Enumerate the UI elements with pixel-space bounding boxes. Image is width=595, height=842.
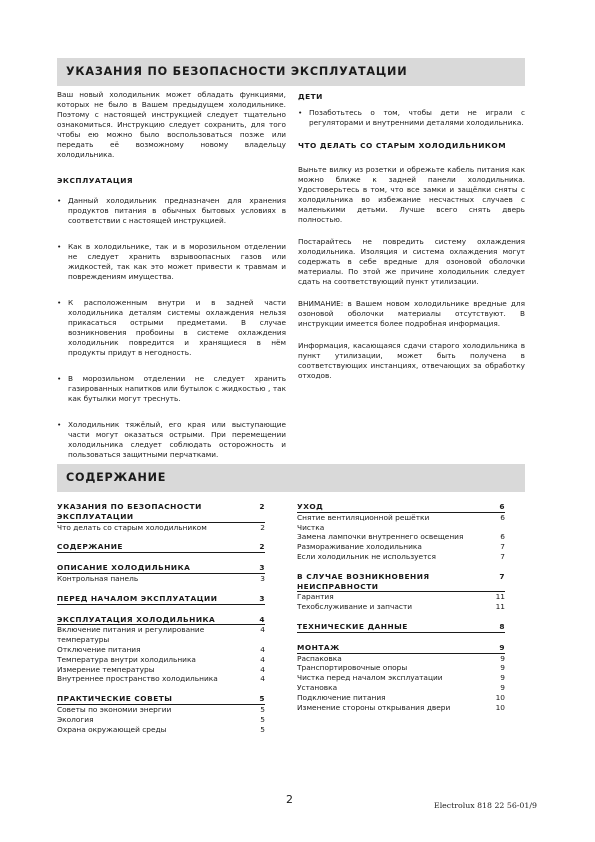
toc-item-page: 5: [260, 724, 265, 734]
toc-section-title: ОПИСАНИЕ ХОЛОДИЛЬНИКА: [57, 563, 191, 573]
toc-section-page: 2: [259, 542, 265, 552]
toc-item-title: Транспортировочные опоры: [297, 663, 408, 673]
toc-item: [57, 655, 265, 665]
toc-section-page: 7: [499, 571, 505, 581]
toc-item-page: 9: [500, 653, 505, 663]
toc-item-page: 10: [495, 692, 505, 702]
toc-item: [297, 532, 505, 542]
old-fridge-heading: ЧТО ДЕЛАТЬ СО СТАРЫМ ХОЛОДИЛЬНИКОМ: [298, 141, 507, 150]
old-fridge-text: [298, 165, 525, 381]
operation-heading: ЭКСПЛУАТАЦИЯ: [57, 176, 134, 185]
contents-title: СОДЕРЖАНИЕ: [66, 471, 167, 484]
paragraph: Выньте вилку из розетки и обрежьте кабель питания как можно ближе к задней панели холодильника. Удостоверьтесь в том, что все замки и защёлки сняты с холодильника во избежание несчастных случаев с маленькими детьми. Лучше всего снять дверь полностью.: [298, 165, 525, 224]
safety-intro: Ваш новый холодильник может обладать функциями, которых не было в Вашем предыдущем холодильнике. Поэтому с настоящей инструкцией следует тщательно ознакомиться. Инструкцию следует сохранить, для того чтобы ею можно было воспользоваться позже или передать её возможному новому владельцу холодильника.: [57, 90, 286, 159]
toc-item: [57, 715, 265, 725]
bullet-item: • Холодильник тяжёлый, его края или выступающие части могут оказаться острыми. При перемещении холодильника следует соблюдать осторожность и пользоваться защитными перчатками.: [57, 420, 286, 460]
operation-list: [57, 196, 286, 460]
toc-item: [57, 674, 265, 684]
page-number: 2: [286, 793, 293, 806]
safety-left-column: [57, 90, 286, 460]
toc-section: [57, 563, 265, 573]
toc-item: [57, 574, 265, 584]
toc-item: [297, 663, 505, 673]
toc-section-page: 9: [499, 642, 505, 652]
toc-item-page: 7: [500, 542, 505, 552]
toc-item: [297, 602, 505, 612]
bullet-item: • К расположенным внутри и в задней части холодильника деталям системы охлаждения нельзя прикасаться острыми предметами. В случае возникновения пробоины в системе охлаждения холодильник повредится и хранящиеся в нём продукты придут в негодность.: [57, 298, 286, 358]
paragraph: Постарайтесь не повредить систему охлаждения холодильника. Изоляция и система охлаждения могут содержать в себе вредные для озоновой оболочки материалы. По этой же причине холодильник следует сдать на соответствующий пункт утилизации.: [298, 237, 525, 286]
toc-item-page: 4: [260, 644, 265, 654]
toc-section: [297, 622, 505, 632]
toc-item: [297, 513, 505, 523]
toc-item-title: Что делать со старым холодильником: [57, 522, 207, 532]
children-list: [298, 108, 525, 128]
toc-item: [57, 523, 265, 533]
children-heading: ДЕТИ: [298, 92, 323, 101]
toc-section-page: 3: [259, 593, 265, 603]
toc-item-page: 7: [500, 551, 505, 561]
toc-item: [297, 703, 505, 713]
toc-section: [297, 643, 505, 653]
toc-item: [57, 705, 265, 715]
toc-section-page: 2: [259, 502, 265, 511]
toc-item-page: 4: [260, 674, 265, 684]
toc-item-title: Охрана окружающей среды: [57, 724, 167, 734]
toc-item-page: 2: [260, 522, 265, 532]
toc-item-page: 9: [500, 673, 505, 683]
toc-item-title: Размораживание холодильника: [297, 542, 422, 552]
toc-item-title: Техобслуживание и запчасти: [297, 602, 413, 612]
toc-item-title: Экология: [57, 714, 94, 724]
toc-divider: [57, 552, 265, 553]
bullet-item: • В морозильном отделении не следует хранить газированных напитков или бутылок с жидкостью , так как бутылки могут треснуть.: [57, 374, 286, 404]
toc-item: [297, 552, 505, 562]
contents-left-column: [57, 502, 265, 734]
toc-item-title: Замена лампочки внутреннего освещения: [297, 532, 464, 542]
toc-item-page: 9: [500, 682, 505, 692]
toc-item: [297, 523, 505, 533]
toc-section-title: ТЕХНИЧЕСКИЕ ДАННЫЕ: [297, 621, 408, 631]
bullet-item: • Как в холодильнике, так и в морозильном отделении не следует хранить взрывоопасных газов или жидкостей, так как это может привести к травмам и повреждениям имущества.: [57, 242, 286, 282]
toc-item-title: Гарантия: [297, 592, 334, 602]
toc-item-title: Включение питания и регулирование температуры: [57, 625, 205, 645]
toc-section: [57, 542, 265, 552]
toc-section-title: МОНТАЖ: [297, 642, 340, 652]
toc-divider: [57, 604, 265, 605]
safety-title: УКАЗАНИЯ ПО БЕЗОПАСНОСТИ ЭКСПЛУАТАЦИИ: [66, 65, 408, 78]
toc-section-title: ЭКСПЛУАТАЦИЯ ХОЛОДИЛЬНИКА: [57, 614, 216, 624]
toc-section-page: 6: [499, 502, 505, 511]
toc-item-title: Снятие вентиляционной решётки: [297, 512, 430, 522]
toc-divider: [297, 632, 505, 633]
toc-section: [297, 572, 505, 592]
toc-item-page: 10: [495, 702, 505, 712]
toc-item: [57, 725, 265, 735]
toc-item-page: 11: [495, 592, 505, 602]
toc-section-page: 4: [259, 614, 265, 624]
paragraph: ВНИМАНИЕ: в Вашем новом холодильнике вредные для озоновой оболочки материалы отсутствуют. В инструкции имеется более подробная информация.: [298, 299, 525, 328]
toc-item-title: Чистка: [297, 522, 325, 532]
toc-item-title: Отключение питания: [57, 644, 141, 654]
toc-item-title: Установка: [297, 682, 338, 692]
toc-item-page: 11: [495, 602, 505, 612]
toc-item: [297, 693, 505, 703]
bullet-item: • Позаботьтесь о том, чтобы дети не играли с регуляторами и внутренними деталями холодильника.: [298, 108, 525, 128]
toc-item-title: Советы по экономии энергии: [57, 704, 172, 714]
toc-section-title: УХОД: [297, 502, 324, 511]
toc-item-page: 6: [500, 532, 505, 542]
toc-section-page: 3: [259, 563, 265, 573]
toc-item-title: Подключение питания: [297, 692, 386, 702]
toc-item-title: Изменение стороны открывания двери: [297, 702, 451, 712]
toc-item-page: 6: [500, 512, 505, 522]
toc-item-title: Контрольная панель: [57, 573, 139, 583]
toc-section-title: ПРАКТИЧЕСКИЕ СОВЕТЫ: [57, 694, 173, 704]
toc-section: [57, 615, 265, 625]
toc-item-title: Если холодильник не используется: [297, 551, 436, 561]
toc-section-page: 5: [259, 694, 265, 704]
toc-section-title: ПЕРЕД НАЧАЛОМ ЭКСПЛУАТАЦИИ: [57, 593, 218, 603]
toc-item-page: 9: [500, 663, 505, 673]
toc-section: [57, 502, 265, 522]
toc-item-page: 4: [260, 654, 265, 664]
toc-section-title: В СЛУЧАЕ ВОЗНИКНОВЕНИЯ НЕИСПРАВНОСТИ: [297, 571, 430, 591]
toc-item-page: 4: [260, 625, 265, 635]
toc-section: [57, 594, 265, 604]
toc-section: [57, 694, 265, 704]
toc-item-page: 5: [260, 704, 265, 714]
footer-document-code: Electrolux 818 22 56-01/9: [434, 801, 537, 810]
toc-section-page: 8: [499, 621, 505, 631]
toc-item-title: Чистка перед началом эксплуатации: [297, 673, 443, 683]
toc-item-title: Внутреннее пространство холодильника: [57, 674, 218, 684]
toc-item-page: 4: [260, 664, 265, 674]
toc-item-page: 3: [260, 573, 265, 583]
bullet-item: • Данный холодильник предназначен для хранения продуктов питания в обычных бытовых условиях в соответствии с настоящей инструкцией.: [57, 196, 286, 226]
safety-right-column: [298, 92, 525, 381]
toc-item-title: Измерение температуры: [57, 664, 155, 674]
toc-item-title: Температура внутри холодильника: [57, 654, 196, 664]
toc-item-page: 5: [260, 714, 265, 724]
paragraph: Информация, касающаяся сдачи старого холодильника в пункт утилизации, может быть получена в соответствующих инстанциях, отвечающих за обработку отходов.: [298, 341, 525, 380]
toc-item: [57, 625, 265, 645]
contents-right-column: [297, 502, 505, 712]
toc-section: [297, 502, 505, 512]
toc-item: [57, 665, 265, 675]
toc-item: [297, 654, 505, 664]
toc-item: [297, 673, 505, 683]
toc-item: [297, 542, 505, 552]
toc-item: [297, 683, 505, 693]
toc-item-title: Распаковка: [297, 653, 342, 663]
contents-banner: [57, 464, 525, 492]
toc-item: [57, 645, 265, 655]
toc-section-title: УКАЗАНИЯ ПО БЕЗОПАСНОСТИ ЭКСПЛУАТАЦИИ: [57, 502, 202, 521]
safety-banner: [57, 58, 525, 86]
toc-item: [297, 592, 505, 602]
toc-section-title: СОДЕРЖАНИЕ: [57, 542, 123, 552]
